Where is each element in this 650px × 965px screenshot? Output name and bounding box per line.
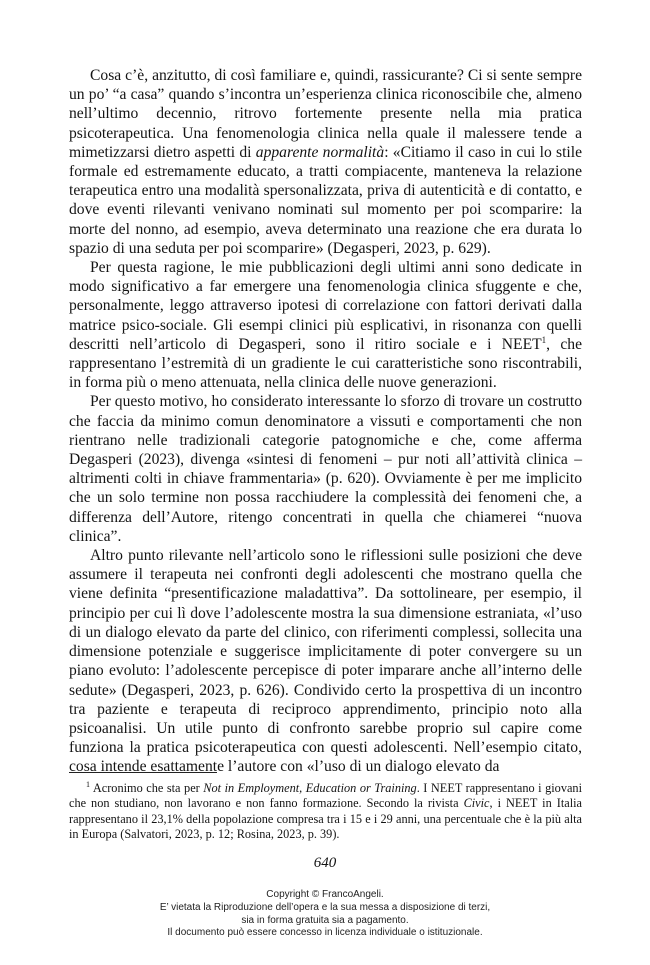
text-run: . I NEET rappresentano i giovani che non studiano, non lavorano e non fanno formazione. Secondo la rivista xyxy=(69,781,582,811)
footnote xyxy=(69,781,582,843)
text-run: : «Citiamo il caso in cui lo stile formale ed estremamente educato, a tratti compiacente, manteneva la relazione terapeutica entro una modalità spersonalizzata, priva di autenticità e di contatto, e dove eventi rilevanti venivano nominati sul momento per poi scomparire: la morte del nonno, ad esempio, aveva determinato una reazione che era durata lo spazio di una seduta per poi scomparire» (Degasperi, 2023, p. 629). xyxy=(69,143,582,257)
body-text xyxy=(69,66,582,777)
footnote-number: 1 xyxy=(86,779,90,789)
copyright-notice xyxy=(0,889,650,940)
italic-text: apparente normalità xyxy=(255,143,385,161)
text-run: Cosa c’è, anzitutto, di così familiare e, quindi, rassicurante? Ci si sente sempre un po’ “a casa” quando s’incontra un’esperienza clinica riconoscibile che, almeno nell’ultimo decennio, ritrovo fortemente presente nella mia pratica psicoterapeutica. Una fenomenologia clinica nella quale il malessere tende a mimetizzarsi dietro aspetti di xyxy=(69,67,582,161)
page-number: 640 xyxy=(313,855,337,871)
footnote-marker: 1 xyxy=(541,334,547,345)
text-run: , i NEET in Italia rappresentano il 23,1% della popolazione compresa tra i 15 e i 29 anni, una percentuale che è la più alta in Europa (Salvatori, 2023, p. 12; Rosina, 2023, p. 39). xyxy=(69,796,582,842)
copyright-line: E’ vietata la Riproduzione dell’opera e la sua messa a disposizione di terzi, xyxy=(159,901,491,913)
copyright-line: Copyright © FrancoAngeli. xyxy=(266,889,384,900)
text-run: Altro punto rilevante nell’articolo sono le riflessioni sulle posizioni che deve assumere il terapeuta nei confronti degli adolescenti che mostrano quella che viene definita “presentificazione maladattiva”. Da sottolineare, per esempio, il principio per cui lì dove l’adolescente mostra la sua dimensione estraniata, «l’uso di un dialogo elevato da parte del clinico, con riferimenti complessi, sollecita una dimensione potenziale e suggerisce implicitamente di poter convergere su un piano evoluto: l’adolescente percepisce di poter imparare anche all’interno delle sedute» (Degasperi, 2023, p. 626). Condivido certo la prospettiva di un incontro tra paziente e terapeuta di reciproco apprendimento, principio noto alla psicoanalisi. Un utile punto di confronto sarebbe proprio sul capire come funziona la pratica psicoterapeutica con questi adolescenti. Nell’esempio citato, cosa intende esattamente l’autore con «l’uso di un dialogo elevato da xyxy=(69,547,582,776)
italic-text: Civic xyxy=(463,796,490,811)
footnote-separator xyxy=(69,772,217,773)
text-run: , che rappresentano l’estremità di un gradiente le cui caratteristiche sono riscontrabili, in forma più o meno attenuata, nella clinica delle nuove generazioni. xyxy=(69,335,582,392)
italic-text: Not in Employment, Education or Training xyxy=(203,781,417,795)
text-run: Per questo motivo, ho considerato interessante lo sforzo di trovare un costrutto che faccia da minimo comun denominatore a vissuti e comportamenti che non rientrano nelle tradizionali categorie patognomiche e che, come afferma Degasperi (2023), divenga «sintesi di fenomeni – pur noti all’attività clinica – altrimenti colti in chiave frammentaria» (p. 620). Ovviamente è per me implicito che un solo termine non possa racchiudere la complessità dei fenomeni che, a differenza dell’Autore, ritengo concentrati in quella che chiamerei “nuova clinica”. xyxy=(69,393,582,545)
copyright-line: Il documento può essere concesso in licenza individuale o istituzionale. xyxy=(167,927,483,939)
text-run: Per questa ragione, le mie pubblicazioni degli ultimi anni sono dedicate in modo significativo a far emergere una fenomenologia clinica sfuggente e che, personalmente, leggo attraverso ipotesi di correlazione con fattori derivati dalla matrice psico-sociale. Gli esempi clinici più esplicativi, in risonanza con quelli descritti nell’articolo di Degasperi, sono il ritiro sociale e i NEET xyxy=(69,259,582,353)
paragraph xyxy=(69,258,582,392)
footnote-text xyxy=(69,781,582,843)
paragraph xyxy=(69,66,582,258)
text-run: Acronimo che sta per xyxy=(90,781,204,795)
copyright-line: sia in forma gratuita sia a pagamento. xyxy=(241,914,409,926)
paragraph xyxy=(69,392,582,546)
paragraph xyxy=(69,546,582,776)
